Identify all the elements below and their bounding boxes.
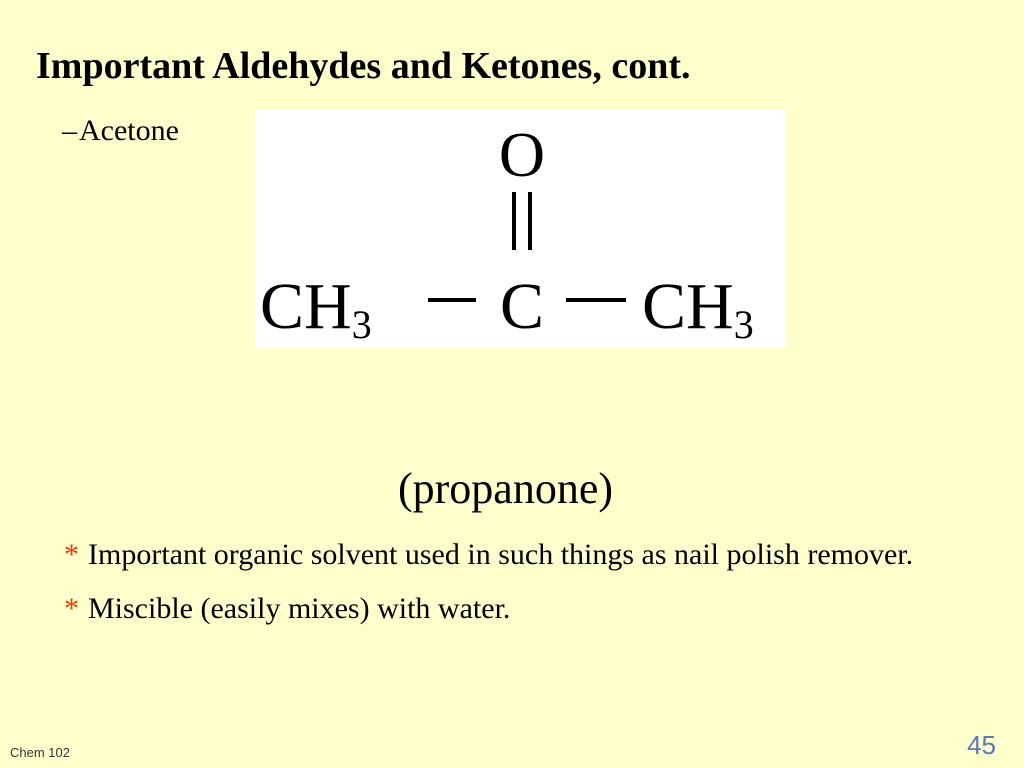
sub-bullet-acetone (62, 113, 179, 149)
acetone-structure-diagram (256, 110, 786, 348)
acetone-structure-image (256, 110, 786, 348)
bullet-list (64, 535, 964, 643)
course-footer: Chem 102 (10, 745, 70, 760)
bullet-marker: * (64, 538, 79, 571)
right-methyl-ch: CH (642, 270, 734, 343)
page-number: 45 (967, 730, 996, 760)
oxygen-atom: O (498, 119, 546, 190)
sub-bullet-label: Acetone (79, 114, 179, 147)
slide-title: Important Aldehydes and Ketones, cont. (36, 45, 691, 87)
carbonyl-carbon: C (499, 270, 545, 343)
bullet-item-miscible (64, 589, 964, 629)
bullet-text: Miscible (easily mixes) with water. (88, 592, 511, 625)
dash-marker: – (62, 114, 77, 147)
left-methyl-group (260, 270, 372, 347)
right-methyl-subscript: 3 (733, 302, 754, 347)
bullet-marker: * (64, 592, 79, 625)
bullet-text: Important organic solvent used in such things as nail polish remover. (88, 538, 914, 571)
left-methyl-ch: CH (260, 270, 352, 343)
right-methyl-group (642, 270, 754, 347)
left-methyl-subscript: 3 (351, 302, 372, 347)
bullet-item-solvent (64, 535, 964, 575)
iupac-name: (propanone) (398, 464, 614, 513)
